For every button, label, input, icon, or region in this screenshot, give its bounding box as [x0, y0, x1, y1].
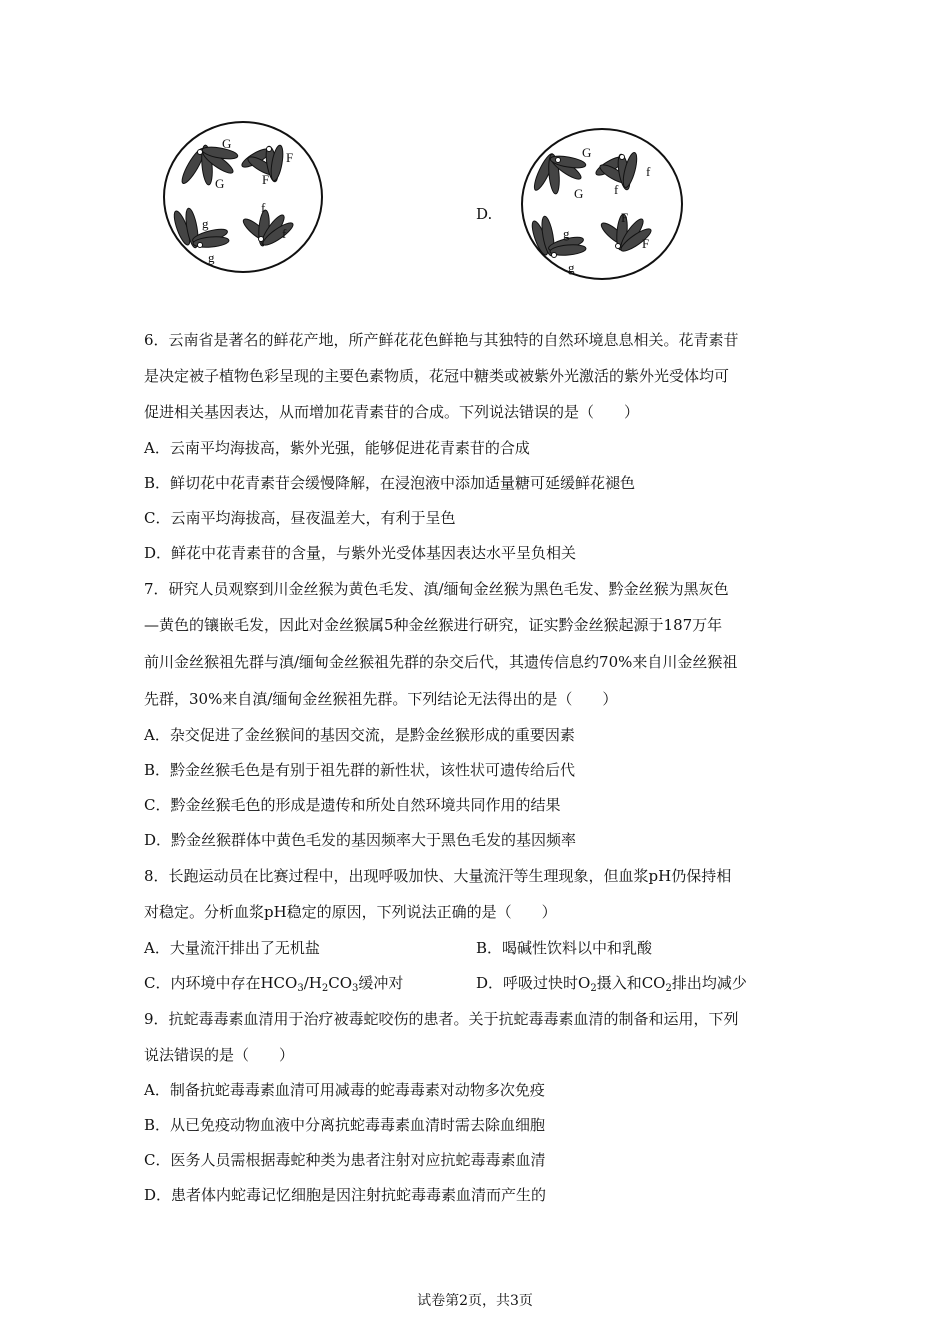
- q7-option-a: A．杂交促进了金丝猴间的基因交流，是黔金丝猴形成的重要因素: [144, 726, 575, 744]
- label-F-1: F: [621, 210, 629, 225]
- q9-option-d: D．患者体内蛇毒记忆细胞是因注射抗蛇毒毒素血清而产生的: [144, 1186, 547, 1204]
- label-G-2: G: [574, 186, 584, 201]
- q8-stem-line-2: 对稳定。分析血浆pH稳定的原因，下列说法正确的是（ ）: [144, 903, 557, 921]
- label-g-1: g: [563, 226, 570, 241]
- label-f-2: f: [614, 182, 619, 197]
- label-F-2: F: [262, 172, 270, 187]
- label-g-1: g: [202, 216, 209, 231]
- q7-stem-line-2: —黄色的镶嵌毛发，因此对金丝猴属5种金丝猴进行研究，证实黔金丝猴起源于187万年: [144, 616, 723, 634]
- q7-stem-line-3: 前川金丝猴祖先群与滇/缅甸金丝猴祖先群的杂交后代，其遗传信息约70%来自川金丝猴祖: [144, 653, 738, 671]
- q7-option-c: C．黔金丝猴毛色的形成是遗传和所处自然环境共同作用的结果: [144, 796, 561, 814]
- cell-diagram-option-c: [160, 118, 326, 276]
- label-g-2: g: [568, 260, 575, 275]
- q9-option-b: B．从已免疫动物血液中分离抗蛇毒毒素血清时需去除血细胞: [144, 1116, 546, 1134]
- q6-stem-line-3: 促进相关基因表达，从而增加花青素苷的合成。下列说法错误的是（ ）: [144, 403, 640, 421]
- label-f-1: f: [261, 200, 266, 215]
- q9-option-a: A．制备抗蛇毒毒素血清可用减毒的蛇毒毒素对动物多次免疫: [144, 1081, 545, 1099]
- q6-option-c: C．云南平均海拔高，昼夜温差大，有利于呈色: [144, 509, 456, 527]
- q8-option-a: A．大量流汗排出了无机盐: [144, 939, 320, 957]
- q9-stem-line-1: 9．抗蛇毒毒素血清用于治疗被毒蛇咬伤的患者。关于抗蛇毒毒素血清的制备和运用，下列: [144, 1010, 739, 1028]
- q6-option-a: A．云南平均海拔高，紫外光强，能够促进花青素苷的合成: [144, 439, 530, 457]
- q8-stem-line-1: 8．长跑运动员在比赛过程中，出现呼吸加快、大量流汗等生理现象，但血浆pH仍保持相: [144, 867, 732, 885]
- chromosome-g: [529, 215, 586, 256]
- q6-stem-line-2: 是决定被子植物色彩呈现的主要色素物质，花冠中糖类或被紫外光激活的紫外光受体均可: [144, 367, 730, 385]
- q7-stem-line-1: 7．研究人员观察到川金丝猴为黄色毛发、滇/缅甸金丝猴为黑色毛发、黔金丝猴为黑灰色: [144, 580, 729, 598]
- q8-option-c: C．内环境中存在$HCO_3/H_2CO_3$缓冲对: [144, 974, 404, 994]
- label-f-1: f: [646, 164, 651, 179]
- q6-option-b: B．鲜切花中花青素苷会缓慢降解，在浸泡液中添加适量糖可延缓鲜花褪色: [144, 474, 636, 492]
- q8-option-d: D．呼吸过快时$O_2$摄入和$CO_2$排出均减少: [476, 974, 747, 994]
- label-F-2: F: [642, 236, 650, 251]
- label-G-1: G: [582, 145, 592, 160]
- q9-option-c: C．医务人员需根据毒蛇种类为患者注射对应抗蛇毒毒素血清: [144, 1151, 546, 1169]
- label-G-2: G: [215, 176, 225, 191]
- option-d-label: D.: [476, 205, 493, 223]
- q7-stem-line-4: 先群，30%来自滇/缅甸金丝猴祖先群。下列结论无法得出的是（ ）: [144, 690, 618, 708]
- label-F-1: F: [286, 150, 294, 165]
- label-G-1: G: [222, 136, 232, 151]
- q6-option-d: D．鲜花中花青素苷的含量，与紫外光受体基因表达水平呈负相关: [144, 544, 577, 562]
- cell-diagram-option-d: [518, 122, 688, 282]
- q6-stem-line-1: 6．云南省是著名的鲜花产地，所产鲜花花色鲜艳与其独特的自然环境息息相关。花青素苷: [144, 331, 739, 349]
- q7-option-b: B．黔金丝猴毛色是有别于祖先群的新性状，该性状可遗传给后代: [144, 761, 576, 779]
- chromosome-f: [241, 210, 296, 249]
- q7-option-d: D．黔金丝猴群体中黄色毛发的基因频率大于黑色毛发的基因频率: [144, 831, 577, 849]
- label-f-2: f: [282, 226, 287, 241]
- q8-option-b: B．喝碱性饮料以中和乳酸: [476, 939, 653, 957]
- q9-stem-line-2: 说法错误的是（ ）: [144, 1046, 295, 1064]
- label-g-2: g: [208, 250, 215, 265]
- page-footer: 试卷第2页，共3页: [417, 1293, 533, 1309]
